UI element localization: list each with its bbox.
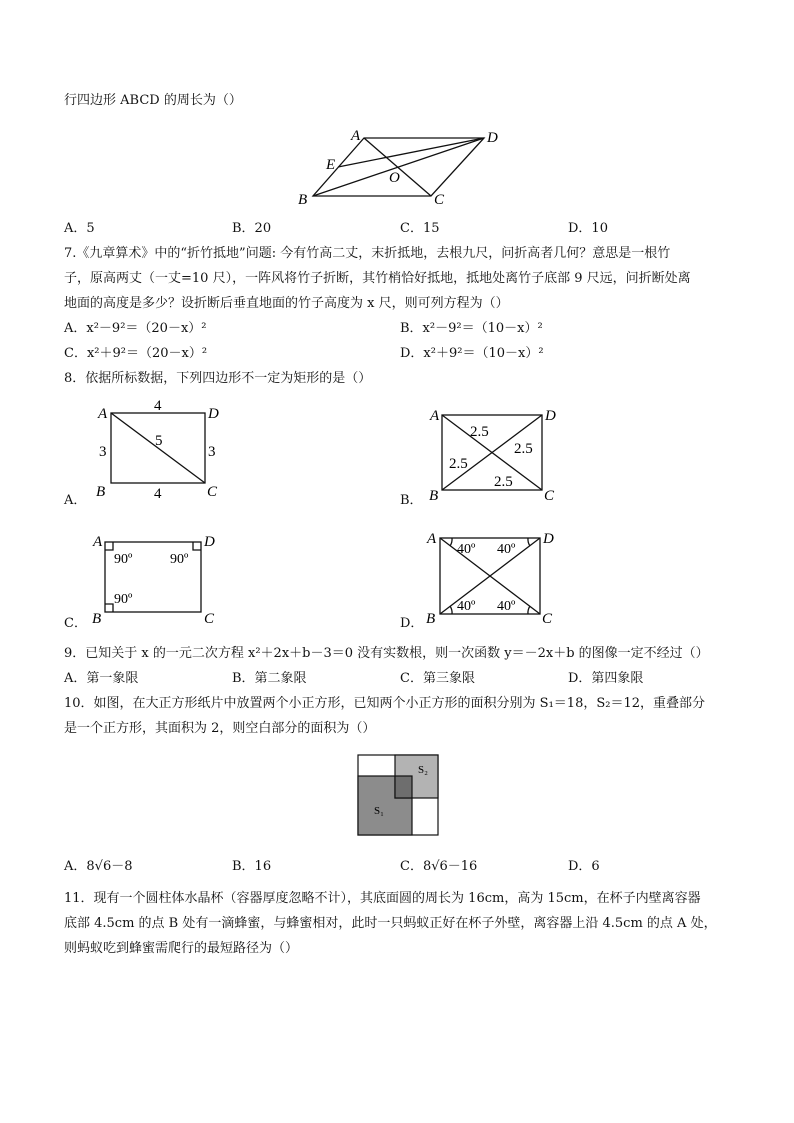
q11-stem-line3: 则蚂蚁吃到蜂蜜需爬行的最短路径为（） (64, 941, 299, 956)
q8-option-b[interactable]: B． (400, 493, 423, 508)
q8b-value-2: 2.5 (514, 441, 533, 457)
q7-option-a[interactable]: A．x²－9²＝（20－x）² (64, 321, 207, 336)
q8b-label-D: D (545, 408, 556, 424)
q8c-label-C: C (204, 611, 215, 627)
q8c-angle-3: 90º (114, 592, 133, 607)
q8d-label-C: C (542, 611, 553, 627)
q6-option-a[interactable]: A．5 (64, 221, 95, 236)
q8a-label-C: C (207, 484, 218, 500)
q9-option-a[interactable]: A．第一象限 (64, 671, 139, 686)
q8b-value-3: 2.5 (449, 456, 468, 472)
q7-stem-line2: 子，原高两丈（一丈=10 尺），一阵风将竹子折断，其竹梢恰好抵地，抵地处离竹子底部 9 尺远，问折断处离 (64, 271, 691, 286)
q6-stem-tail: 行四边形 ABCD 的周长为（） (64, 93, 242, 108)
q8a-bottom: 4 (154, 486, 162, 502)
q8a-top: 4 (154, 398, 162, 414)
q8c-label-D: D (204, 534, 215, 550)
q6-label-E: E (326, 157, 336, 173)
q8d-label-D: D (543, 531, 554, 547)
q9-option-b[interactable]: B．第二象限 (232, 671, 307, 686)
q10-squares-figure (0, 748, 794, 848)
q8a-label-B: B (96, 484, 106, 500)
q10-option-a[interactable]: A．8√6－8 (64, 859, 133, 874)
q6-option-d[interactable]: D．10 (568, 221, 608, 236)
q6-label-B: B (298, 192, 308, 208)
q8a-label-D: D (208, 406, 219, 422)
q8a-diag: 5 (155, 433, 163, 449)
q7-option-d[interactable]: D．x²＋9²＝（10－x）² (400, 346, 544, 361)
q8d-label-B: B (426, 611, 436, 627)
q11-stem-line2: 底部 4.5cm 的点 B 处有一滴蜂蜜，与蜂蜜相对，此时一只蚂蚁正好在杯子外壁，离容器上沿 4.5cm 的点 A 处， (64, 916, 717, 931)
q10-stem-line2: 是一个正方形，其面积为 2，则空白部分的面积为（） (64, 721, 376, 736)
q8b-value-1: 2.5 (470, 424, 489, 440)
q9-option-d[interactable]: D．第四象限 (568, 671, 644, 686)
q8-stem: 8．依据所标数据，下列四边形不一定为矩形的是（） (64, 371, 372, 386)
q8c-label-A: A (93, 534, 103, 550)
q8-option-d[interactable]: D． (400, 616, 424, 631)
q8c-angle-1: 90º (114, 552, 133, 567)
q8c-angle-2: 90º (170, 552, 189, 567)
q7-stem-line1: 7.《九章算术》中的“折竹抵地”问题: 今有竹高二丈，末折抵地，去根九尺，问折高者几何？意思是一根竹 (64, 246, 671, 261)
q6-label-A: A (351, 128, 361, 144)
q8b-value-4: 2.5 (494, 474, 513, 490)
q8b-label-C: C (544, 488, 555, 504)
q8d-angle-3: 40º (457, 599, 476, 614)
q6-label-C: C (434, 192, 445, 208)
q8a-label-A: A (98, 406, 108, 422)
q9-stem: 9．已知关于 x 的一元二次方程 x²＋2x＋b－3＝0 没有实数根，则一次函数 y＝－2x＋b 的图像一定不经过（） (64, 646, 709, 661)
q6-option-b[interactable]: B．20 (232, 221, 272, 236)
q6-label-O: O (389, 170, 400, 186)
q10-option-d[interactable]: D．6 (568, 859, 600, 874)
q8b-label-B: B (429, 488, 439, 504)
q7-option-c[interactable]: C．x²＋9²＝（20－x）² (64, 346, 208, 361)
q8-option-a[interactable]: A． (64, 493, 87, 508)
q9-option-c[interactable]: C．第三象限 (400, 671, 475, 686)
q8a-left: 3 (99, 444, 107, 460)
q10-option-b[interactable]: B．16 (232, 859, 272, 874)
q8a-right: 3 (208, 444, 216, 460)
q8d-angle-2: 40º (497, 542, 516, 557)
q8d-label-A: A (427, 531, 437, 547)
q6-option-c[interactable]: C．15 (400, 221, 440, 236)
q11-stem-line1: 11．现有一个圆柱体水晶杯（容器厚度忽略不计），其底面圆的周长为 16cm，高为 15cm，在杯子内壁离容器 (64, 891, 701, 906)
q6-label-D: D (487, 130, 498, 146)
q8c-label-B: B (92, 611, 102, 627)
q10-option-c[interactable]: C．8√6－16 (400, 859, 478, 874)
q7-option-b[interactable]: B．x²－9²＝（10－x）² (400, 321, 543, 336)
q8d-angle-4: 40º (497, 599, 516, 614)
q10-stem-line1: 10．如图，在大正方形纸片中放置两个小正方形，已知两个小正方形的面积分别为 S₁＝18，S₂＝12，重叠部分 (64, 696, 705, 711)
q8-figures (0, 395, 794, 635)
q10-label-s1: S₁ (374, 805, 384, 817)
q8b-label-A: A (430, 408, 440, 424)
q8-option-c[interactable]: C． (64, 616, 87, 631)
q8d-angle-1: 40º (457, 542, 476, 557)
q10-label-s2: S₂ (418, 764, 428, 776)
q7-stem-line3: 地面的高度是多少？设折断后垂直地面的竹子高度为 x 尺，则可列方程为（） (64, 296, 509, 311)
